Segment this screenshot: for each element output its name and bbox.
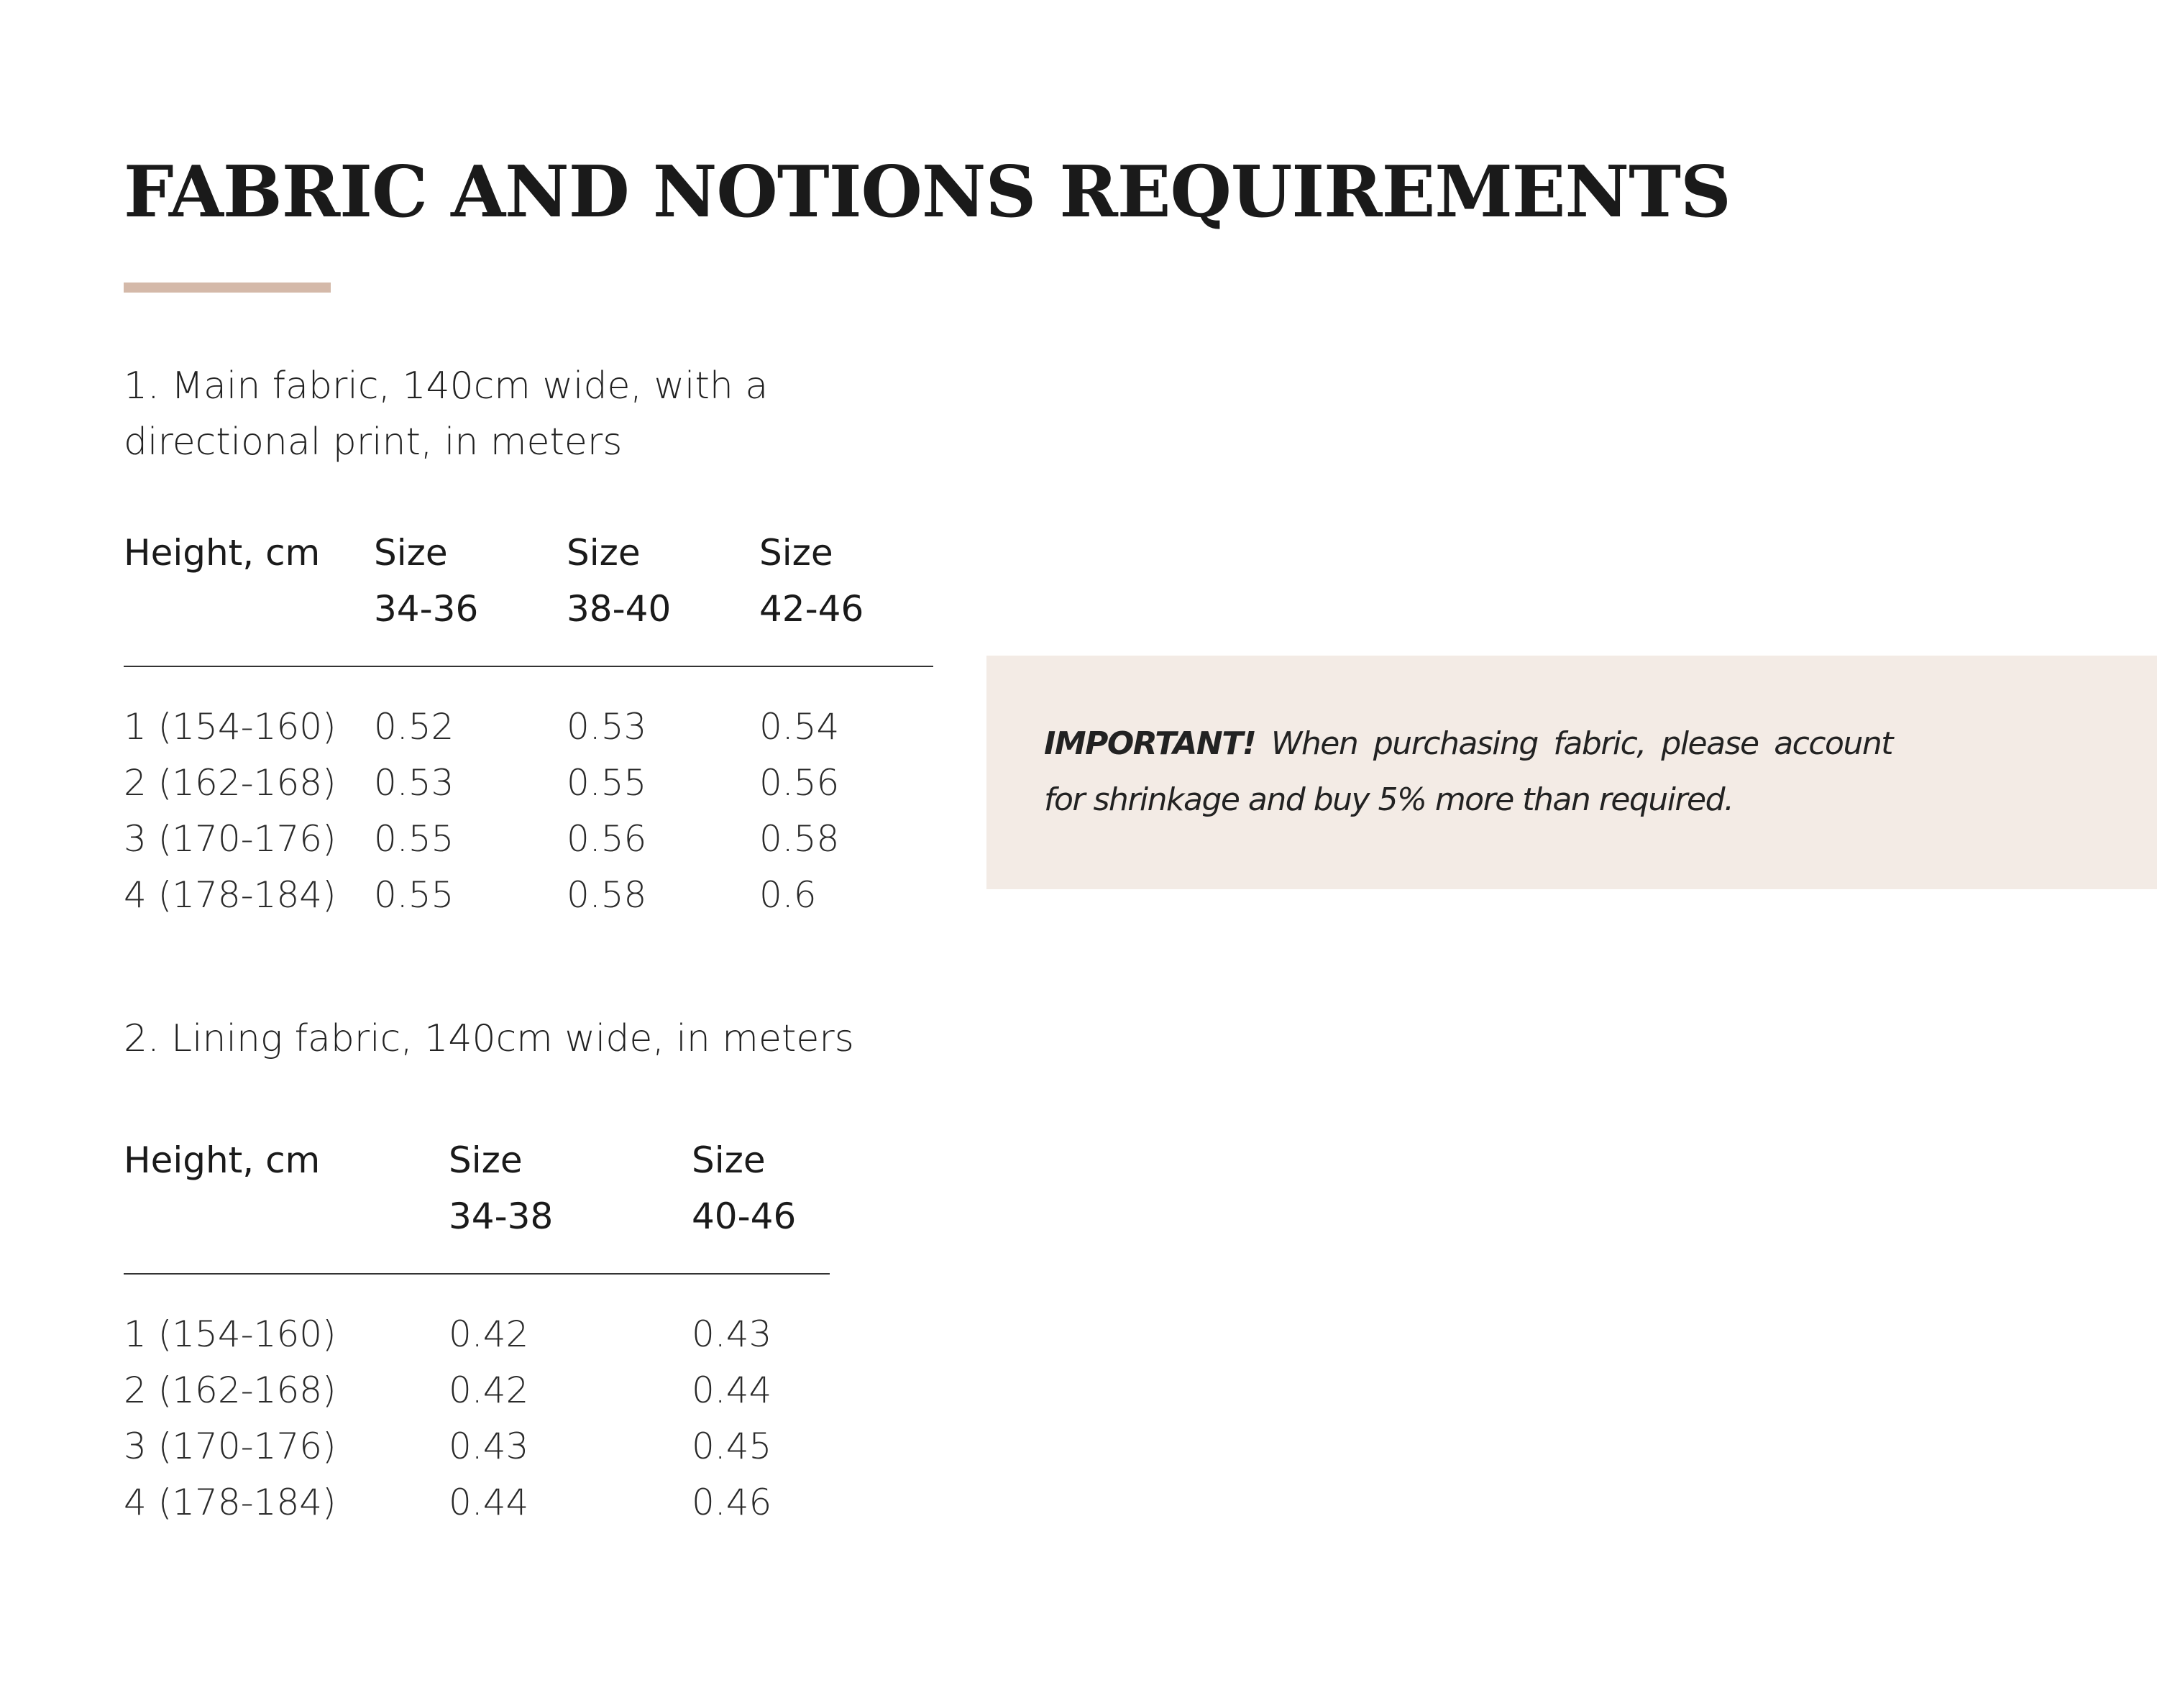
value-cell: 0.58 — [567, 874, 647, 916]
lining-header-size-2 — [692, 1132, 830, 1274]
value-cell: 0.58 — [759, 818, 840, 860]
table-row — [124, 1418, 830, 1474]
main-header-size-3-range: 42-46 — [759, 588, 864, 630]
main-fabric-caption: 1. Main fabric, 140cm wide, with a directional print, in meters — [124, 364, 769, 464]
value-cell: 0.56 — [567, 818, 647, 860]
value-cell: 0.55 — [374, 874, 454, 916]
value-cell: 0.45 — [692, 1425, 772, 1467]
main-header-height — [124, 525, 374, 666]
table-row — [124, 867, 933, 923]
value-cell: 0.46 — [692, 1482, 772, 1523]
page-title: FABRIC AND NOTIONS REQUIREMENTS — [124, 151, 1731, 234]
value-cell: 0.55 — [374, 818, 454, 860]
value-cell: 0.55 — [567, 762, 647, 804]
lining-fabric-header-row — [124, 1132, 830, 1274]
height-cell: 4 (178-184) — [124, 1482, 336, 1523]
height-cell: 1 (154-160) — [124, 706, 336, 748]
important-note-text: When purchasing fabric, please account for shrinkage and buy 5% more than required. — [1044, 725, 1892, 818]
main-header-size-3 — [759, 525, 933, 666]
lining-fabric-caption: 2. Lining fabric, 140cm wide, in meters — [124, 1017, 854, 1060]
lining-header-height-label: Height, cm — [124, 1139, 321, 1181]
main-fabric-table — [124, 525, 933, 923]
lining-fabric-table — [124, 1132, 830, 1530]
value-cell: 0.54 — [759, 706, 840, 748]
value-cell: 0.52 — [374, 706, 454, 748]
important-note — [1044, 716, 1892, 828]
main-header-size-1-range: 34-36 — [374, 588, 479, 630]
table-row — [124, 1274, 830, 1362]
table-row — [124, 1362, 830, 1418]
value-cell: 0.6 — [759, 874, 817, 916]
height-cell: 2 (162-168) — [124, 1369, 336, 1411]
value-cell: 0.53 — [567, 706, 647, 748]
main-header-height-label: Height, cm — [124, 532, 321, 574]
value-cell: 0.56 — [759, 762, 840, 804]
main-header-size-2-range: 38-40 — [567, 588, 672, 630]
value-cell: 0.43 — [449, 1425, 529, 1467]
value-cell: 0.53 — [374, 762, 454, 804]
title-underline — [124, 283, 331, 293]
lining-header-size-1-range: 34-38 — [449, 1195, 554, 1237]
height-cell: 1 (154-160) — [124, 1313, 336, 1355]
value-cell: 0.42 — [449, 1313, 529, 1355]
lining-header-size-2-label: Size — [692, 1139, 766, 1181]
lining-header-height — [124, 1132, 449, 1274]
height-cell: 3 (170-176) — [124, 1425, 336, 1467]
lining-header-size-2-range: 40-46 — [692, 1195, 797, 1237]
value-cell: 0.44 — [449, 1482, 529, 1523]
main-header-size-1 — [374, 525, 567, 666]
table-row — [124, 811, 933, 867]
value-cell: 0.42 — [449, 1369, 529, 1411]
main-header-size-2-label: Size — [567, 532, 641, 574]
important-note-label: IMPORTANT! — [1044, 725, 1256, 762]
main-fabric-header-row — [124, 525, 933, 666]
height-cell: 2 (162-168) — [124, 762, 336, 804]
height-cell: 3 (170-176) — [124, 818, 336, 860]
lining-header-size-1-label: Size — [449, 1139, 523, 1181]
main-header-size-3-label: Size — [759, 532, 833, 574]
value-cell: 0.43 — [692, 1313, 772, 1355]
table-row — [124, 755, 933, 811]
table-row — [124, 1474, 830, 1530]
main-header-size-1-label: Size — [374, 532, 448, 574]
value-cell: 0.44 — [692, 1369, 772, 1411]
important-note-box — [986, 656, 2157, 889]
table-row — [124, 666, 933, 755]
height-cell: 4 (178-184) — [124, 874, 336, 916]
main-header-size-2 — [567, 525, 759, 666]
lining-header-size-1 — [449, 1132, 692, 1274]
